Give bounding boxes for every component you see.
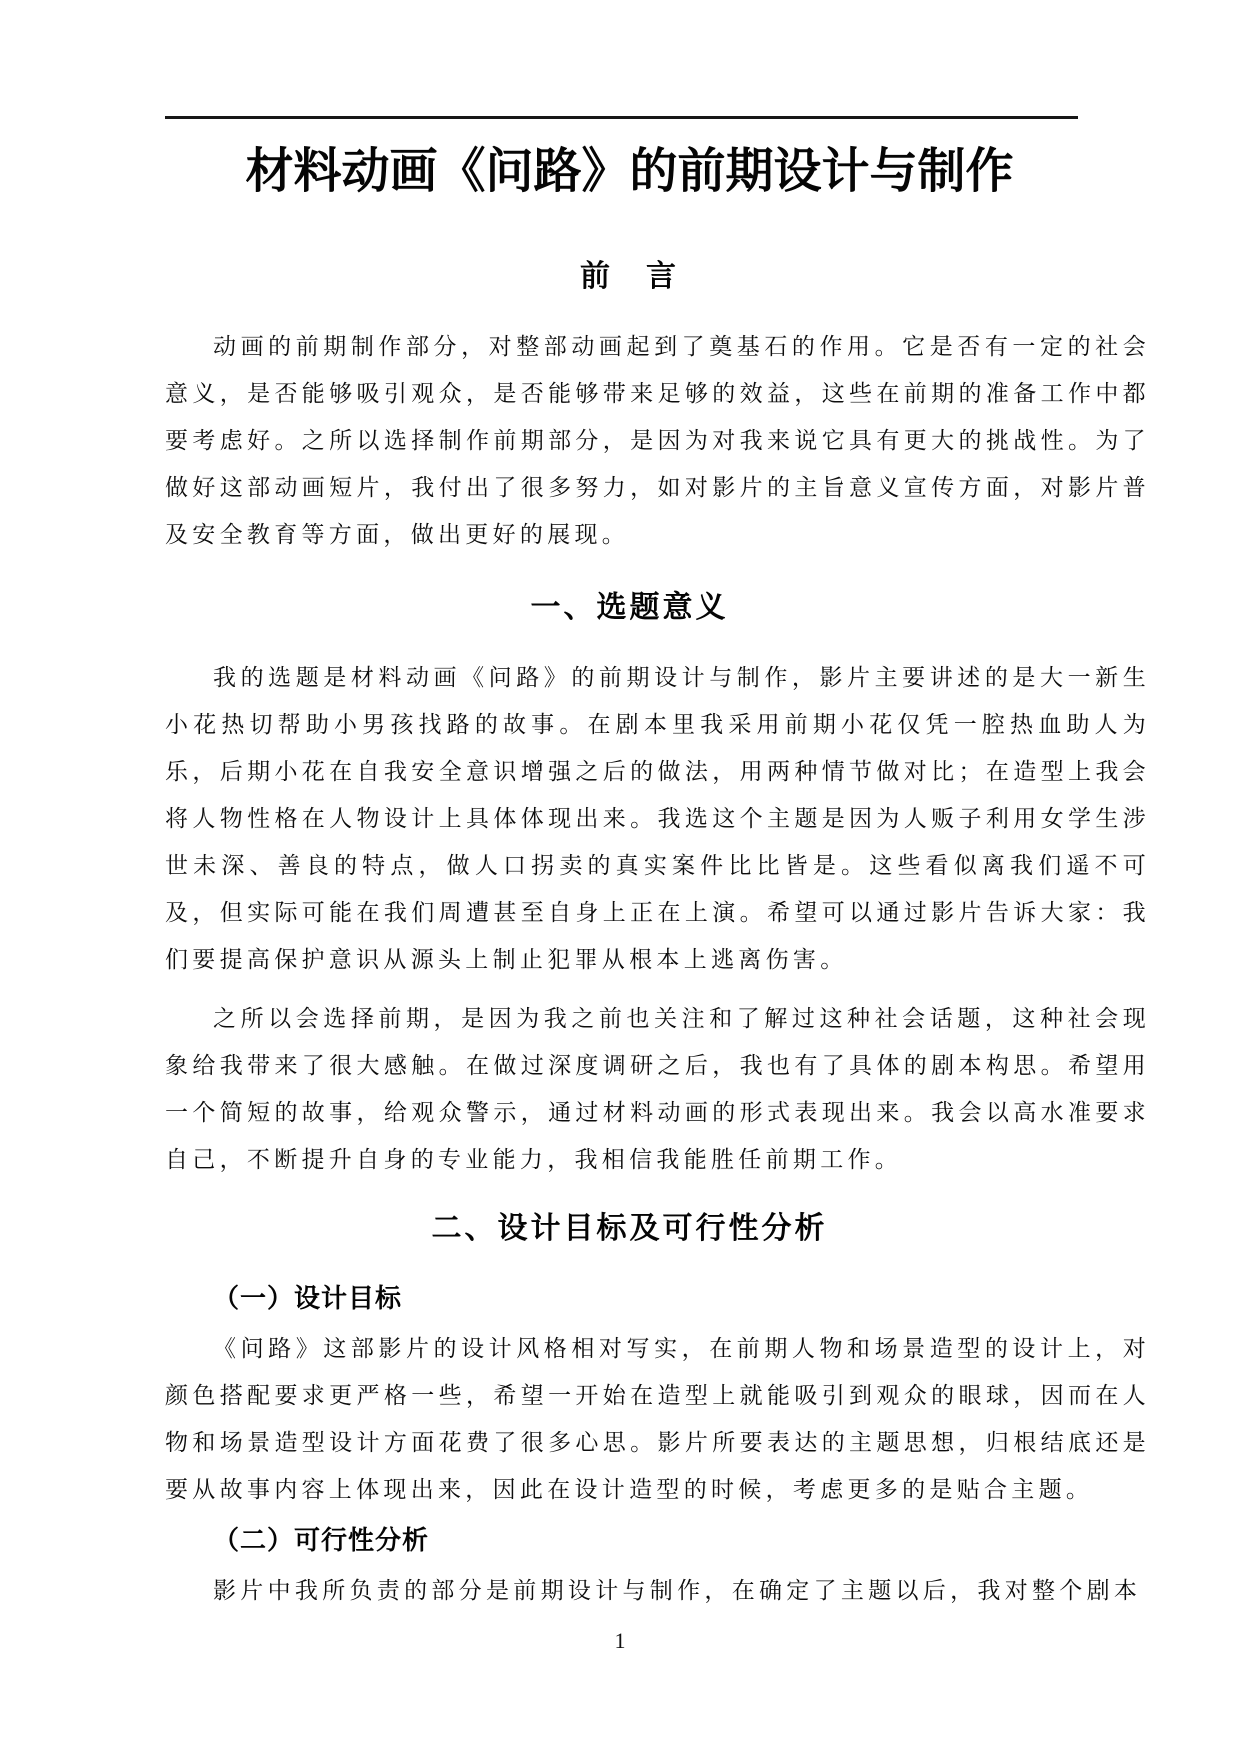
section1-paragraph-1: 我的选题是材料动画《问路》的前期设计与制作，影片主要讲述的是大一新生小花热切帮助小男孩找路的故事。在剧本里我采用前期小花仅凭一腔热血助人为乐，后期小花在自我安全意识增强之后的做法，用两种情节做对比；在造型上我会将人物性格在人物设计上具体体现出来。我选这个主题是因为人贩子利用女学生涉世未深、善良的特点，做人口拐卖的真实案件比比皆是。这些看似离我们遥不可及，但实际可能在我们周遭甚至自身上正在上演。希望可以通过影片告诉大家：我们要提高保护意识从源头上制止犯罪从根本上逃离伤害。 bbox=[165, 665, 1150, 972]
section2-sub2-paragraph: 影片中我所负责的部分是前期设计与制作，在确定了主题以后，我对整个剧本 bbox=[213, 1578, 1142, 1603]
page-number: 1 bbox=[614, 1628, 626, 1653]
section2-heading: 二、设计目标及可行性分析 bbox=[431, 1212, 828, 1245]
section1-heading: 一、选题意义 bbox=[530, 591, 729, 624]
preface-heading: 前 言 bbox=[580, 260, 679, 293]
preface-paragraph: 动画的前期制作部分，对整部动画起到了奠基石的作用。它是否有一定的社会意义，是否能够吸引观众，是否能够带来足够的效益，这些在前期的准备工作中都要考虑好。之所以选择制作前期部分，是因为对我来说它具有更大的挑战性。为了做好这部动画短片，我付出了很多努力，如对影片的主旨意义宣传方面，对影片普及安全教育等方面，做出更好的展现。 bbox=[165, 334, 1150, 547]
section1-paragraph-2: 之所以会选择前期，是因为我之前也关注和了解过这种社会话题，这种社会现象给我带来了很大感触。在做过深度调研之后，我也有了具体的剧本构思。希望用一个简短的故事，给观众警示，通过材料动画的形式表现出来。我会以高水准要求自己，不断提升自身的专业能力，我相信我能胜任前期工作。 bbox=[165, 1006, 1150, 1172]
section2-sub1-paragraph: 《问路》这部影片的设计风格相对写实，在前期人物和场景造型的设计上，对颜色搭配要求更严格一些，希望一开始在造型上就能吸引到观众的眼球，因而在人物和场景造型设计方面花费了很多心思。影片所要表达的主题思想，归根结底还是要从故事内容上体现出来，因此在设计造型的时候，考虑更多的是贴合主题。 bbox=[165, 1336, 1150, 1502]
document-title: 材料动画《问路》的前期设计与制作 bbox=[245, 145, 1014, 198]
section2-sub1-heading: （一）设计目标 bbox=[213, 1283, 403, 1313]
section2-sub2-heading: （二）可行性分析 bbox=[213, 1525, 430, 1555]
header-rule bbox=[165, 116, 1078, 119]
